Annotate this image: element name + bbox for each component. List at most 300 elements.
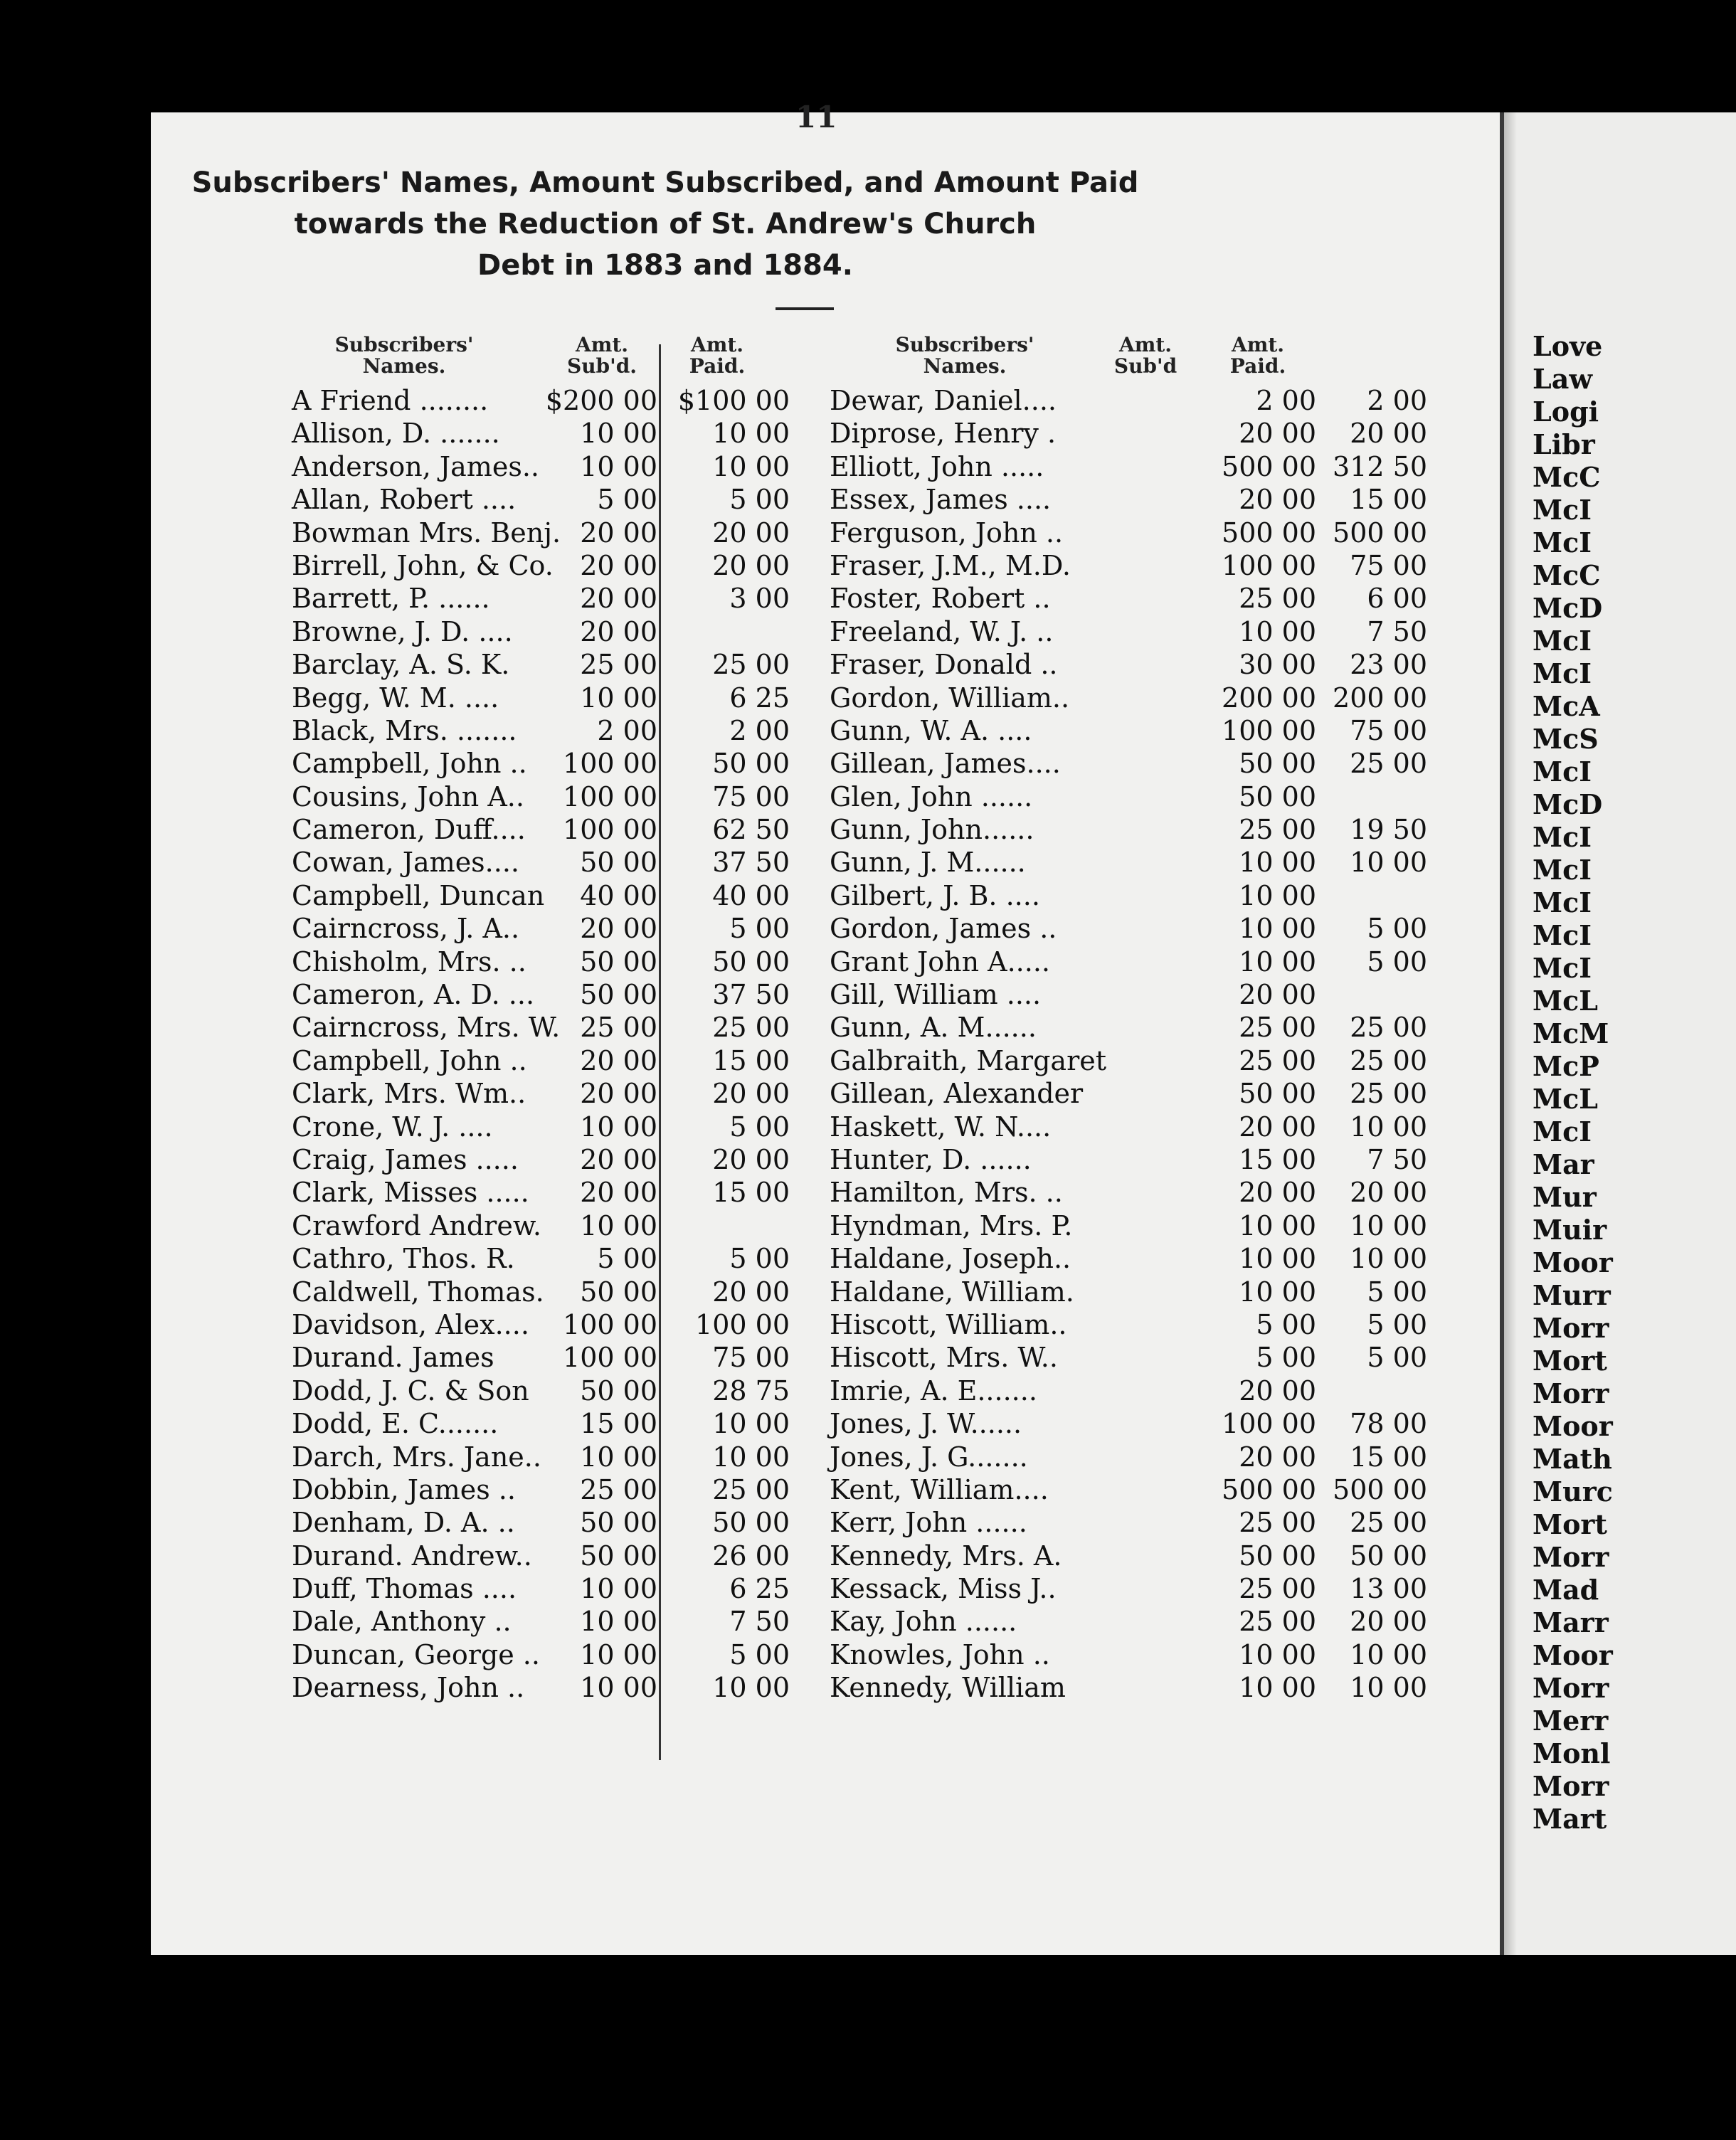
amount-paid: 7 50 [729,1606,790,1638]
subscriber-row [292,747,790,780]
amount-paid: 50 00 [712,748,790,780]
adjacent-name-fragment: McD [1533,592,1603,624]
subscriber-row [830,1441,1427,1473]
amount-subscribed: 25 00 [580,649,657,681]
amount-subscribed: 10 00 [580,1441,657,1473]
subscriber-row [830,682,1427,714]
right-subscriber-list [830,384,1427,1705]
subscriber-name: Darch, Mrs. Jane.. [292,1441,541,1473]
amount-subscribed: 40 00 [580,879,657,911]
amount-subscribed: 20 00 [580,1177,657,1209]
amount-subscribed: 25 00 [1239,583,1316,615]
amount-subscribed: 50 00 [580,945,657,978]
adjacent-name-fragment: McS [1533,723,1599,755]
subscriber-name: Gilbert, J. B. .... [830,879,1040,911]
amount-paid: 25 00 [712,649,790,681]
subscriber-name: Clark, Misses ..... [292,1177,529,1209]
amount-subscribed: 10 00 [580,1111,657,1143]
amount-subscribed: 25 00 [580,1012,657,1044]
subscriber-name: Barrett, P. ...... [292,583,490,615]
subscriber-name: Kerr, John ...... [830,1507,1027,1539]
subscriber-name: Jones, J. W...... [830,1408,1022,1440]
subscriber-name: Bowman Mrs. Benj. [292,517,561,549]
subscriber-name: Clark, Mrs. Wm.. [292,1078,526,1110]
amount-subscribed: 10 00 [1239,615,1316,647]
right-header-names: Subscribers' Names. [895,333,1034,378]
adjacent-name-fragment: Morr [1533,1672,1609,1704]
adjacent-name-fragment: McD [1533,788,1603,820]
subscriber-name: Diprose, Henry . [830,418,1057,450]
subscriber-name: A Friend ........ [292,385,489,416]
subscriber-row [292,549,790,582]
subscriber-row [292,1473,790,1506]
amount-subscribed: 25 00 [580,1473,657,1505]
subscriber-row [292,450,790,483]
subscriber-row [830,483,1427,516]
amount-subscribed: 25 00 [1239,1507,1316,1539]
amount-paid: 6 25 [729,1573,790,1605]
amount-paid: 15 00 [712,1044,790,1076]
subscriber-name: Freeland, W. J. .. [830,615,1054,647]
subscriber-row [292,1407,790,1440]
subscriber-row [292,1242,790,1275]
subscriber-row [830,1308,1427,1341]
subscriber-name: Birrell, John, & Co. [292,549,554,581]
subscriber-name: Ferguson, John .. [830,517,1064,549]
subscriber-row [292,1671,790,1704]
subscriber-row [292,1011,790,1044]
amount-subscribed: 10 00 [580,1209,657,1241]
right-header-subscribed: Amt. Sub'd [1113,333,1177,378]
amount-subscribed: 100 00 [563,814,657,846]
amount-paid: 75 00 [712,1342,790,1374]
subscriber-row [830,582,1427,615]
subscriber-row [292,483,790,516]
subscriber-name: Chisholm, Mrs. .. [292,945,526,978]
amount-subscribed: 10 00 [1239,847,1316,879]
subscriber-name: Hiscott, William.. [830,1308,1067,1340]
amount-subscribed: 200 00 [1222,682,1316,714]
adjacent-name-fragment: McA [1533,690,1600,722]
amount-subscribed: 10 00 [1239,879,1316,911]
amount-paid: 2 00 [729,714,790,746]
amount-subscribed: 500 00 [1222,517,1316,549]
subscriber-row [292,1540,790,1572]
amount-paid: 28 75 [712,1374,790,1407]
amount-subscribed: 50 00 [580,1276,657,1308]
adjacent-name-fragment: McI [1533,919,1592,951]
amount-subscribed: 100 00 [563,1342,657,1374]
amount-subscribed: 100 00 [1222,714,1316,746]
subscriber-name: Elliott, John ..... [830,450,1044,482]
left-header-paid: Amt. Paid. [689,333,746,378]
subscriber-name: Dewar, Daniel.... [830,385,1057,416]
amount-subscribed: 10 00 [580,1606,657,1638]
subscriber-name: Durand. Andrew.. [292,1540,532,1572]
subscriber-row [292,1209,790,1242]
subscriber-name: Jones, J. G....... [830,1441,1028,1473]
amount-paid: 20 00 [1350,418,1427,450]
adjacent-name-fragment: Morr [1533,1770,1609,1802]
amount-paid: 15 00 [1350,484,1427,516]
adjacent-name-fragment: McI [1533,494,1592,526]
subscriber-name: Essex, James .... [830,484,1052,516]
amount-subscribed: 20 00 [1239,979,1316,1011]
amount-subscribed: 25 00 [1239,1573,1316,1605]
amount-paid: 20 00 [1350,1177,1427,1209]
adjacent-name-fragment: Morr [1533,1541,1609,1573]
subscriber-row [830,846,1427,879]
subscriber-row [292,846,790,879]
adjacent-name-fragment: Merr [1533,1705,1609,1737]
subscriber-row [292,582,790,615]
subscriber-row [830,1209,1427,1242]
subscriber-name: Gunn, John...... [830,814,1034,846]
subscriber-row [292,879,790,912]
subscriber-name: Cameron, A. D. ... [292,979,535,1011]
subscriber-name: Imrie, A. E....... [830,1374,1037,1407]
amount-subscribed: 10 00 [1239,1276,1316,1308]
adjacent-name-fragment: Law [1533,363,1593,395]
subscriber-row [292,714,790,747]
amount-paid: 5 00 [729,1111,790,1143]
subscriber-name: Kennedy, William [830,1672,1066,1704]
subscriber-row [292,615,790,648]
subscriber-row [830,813,1427,846]
amount-subscribed: 25 00 [1239,814,1316,846]
subscriber-row [830,1176,1427,1209]
amount-paid: 3 00 [729,583,790,615]
subscriber-row [830,879,1328,912]
subscriber-name: Dale, Anthony .. [292,1606,512,1638]
subscriber-row [292,1341,790,1374]
amount-subscribed: 10 00 [580,1573,657,1605]
amount-subscribed: 20 00 [1239,418,1316,450]
amount-subscribed: $200 00 [545,385,657,416]
subscriber-row [830,1506,1427,1539]
title-line-2: towards the Reduction of St. Andrew's Church [294,208,1037,240]
amount-paid: 500 00 [1333,1473,1427,1505]
amount-paid: 15 00 [1350,1441,1427,1473]
amount-subscribed: 2 00 [597,714,657,746]
adjacent-name-fragment: McL [1533,1083,1598,1115]
subscriber-row [830,1671,1427,1704]
subscriber-row [292,1506,790,1539]
amount-paid: 23 00 [1350,649,1427,681]
amount-subscribed: 500 00 [1222,450,1316,482]
subscriber-row [292,1308,790,1341]
amount-subscribed: 20 00 [580,1078,657,1110]
subscriber-name: Haldane, Joseph.. [830,1243,1071,1275]
subscriber-row [292,417,790,450]
subscriber-name: Gill, William .... [830,979,1042,1011]
subscriber-name: Dobbin, James .. [292,1473,516,1505]
subscriber-name: Cowan, James.... [292,847,519,879]
amount-paid: 13 00 [1350,1573,1427,1605]
amount-subscribed: 50 00 [1239,1540,1316,1572]
subscriber-row [830,1044,1427,1077]
amount-paid: 75 00 [1350,714,1427,746]
adjacent-name-fragment: Mar [1533,1148,1594,1180]
amount-paid: 7 50 [1367,615,1427,647]
subscriber-row [830,945,1427,978]
subscriber-name: Gunn, J. M...... [830,847,1026,879]
subscriber-name: Galbraith, Margaret [830,1044,1106,1076]
adjacent-name-fragment: McI [1533,1116,1592,1148]
amount-paid: 50 00 [1350,1540,1427,1572]
amount-paid: $100 00 [677,385,790,416]
subscriber-row [292,780,790,813]
adjacent-name-fragment: Mort [1533,1345,1607,1377]
amount-subscribed: 500 00 [1222,1473,1316,1505]
adjacent-name-fragment: McI [1533,952,1592,984]
amount-subscribed: 100 00 [1222,549,1316,581]
amount-paid: 20 00 [712,1143,790,1175]
amount-subscribed: 10 00 [1239,1672,1316,1704]
amount-paid: 25 00 [1350,1078,1427,1110]
subscriber-name: Hunter, D. ...... [830,1143,1032,1175]
amount-subscribed: 20 00 [1239,1177,1316,1209]
amount-paid: 5 00 [1367,1308,1427,1340]
amount-subscribed: 100 00 [1222,1408,1316,1440]
amount-paid: 50 00 [712,945,790,978]
subscriber-row [292,1176,790,1209]
adjacent-name-fragment: Mur [1533,1181,1597,1213]
subscriber-row [830,1276,1427,1308]
subscriber-row [292,1638,790,1671]
amount-paid: 5 00 [1367,945,1427,978]
amount-subscribed: 5 00 [597,1243,657,1275]
amount-paid: 75 00 [1350,549,1427,581]
subscriber-row [292,1143,790,1176]
subscriber-name: Dearness, John .. [292,1672,525,1704]
subscriber-name: Black, Mrs. ....... [292,714,517,746]
subscriber-name: Kennedy, Mrs. A. [830,1540,1062,1572]
amount-subscribed: 50 00 [580,847,657,879]
amount-paid: 10 00 [1350,1243,1427,1275]
amount-subscribed: 100 00 [563,1308,657,1340]
adjacent-name-fragment: Monl [1533,1737,1611,1769]
title-rule [776,307,834,310]
amount-subscribed: 5 00 [597,484,657,516]
adjacent-name-fragment: McC [1533,461,1601,493]
subscriber-row [292,978,790,1011]
amount-subscribed: 10 00 [1239,945,1316,978]
subscriber-name: Hamilton, Mrs. .. [830,1177,1063,1209]
amount-subscribed: 20 00 [1239,1111,1316,1143]
subscriber-name: Hiscott, Mrs. W.. [830,1342,1058,1374]
subscriber-row [830,1638,1427,1671]
subscriber-name: Cairncross, J. A.. [292,913,520,945]
adjacent-name-fragment: Moor [1533,1410,1613,1442]
adjacent-name-fragment: McI [1533,657,1592,689]
subscriber-name: Foster, Robert .. [830,583,1051,615]
amount-paid: 25 00 [1350,1044,1427,1076]
subscriber-row [292,1044,790,1077]
subscriber-row [292,1572,790,1605]
adjacent-name-fragment: McI [1533,821,1592,853]
adjacent-name-fragment: Moor [1533,1246,1613,1278]
subscriber-name: Knowles, John .. [830,1638,1050,1670]
amount-subscribed: 20 00 [580,549,657,581]
subscriber-name: Haskett, W. N.... [830,1111,1052,1143]
amount-paid: 20 00 [712,1078,790,1110]
amount-paid: 50 00 [712,1507,790,1539]
subscriber-name: Gordon, William.. [830,682,1070,714]
adjacent-name-fragment: Murc [1533,1476,1613,1508]
amount-subscribed: 30 00 [1239,649,1316,681]
subscriber-name: Gillean, James.... [830,748,1061,780]
page-title [171,162,1160,286]
adjacent-name-fragment: Morr [1533,1377,1609,1409]
subscriber-row [830,450,1427,483]
amount-paid: 312 50 [1333,450,1427,482]
amount-paid: 10 00 [1350,1209,1427,1241]
amount-subscribed: 20 00 [580,1143,657,1175]
subscriber-name: Browne, J. D. .... [292,615,513,647]
subscriber-row [292,1111,790,1143]
amount-subscribed: 50 00 [1239,748,1316,780]
amount-subscribed: 50 00 [580,1540,657,1572]
subscriber-name: Duncan, George .. [292,1638,540,1670]
amount-subscribed: 50 00 [1239,780,1316,812]
subscriber-name: Gunn, W. A. .... [830,714,1032,746]
amount-paid: 25 00 [712,1473,790,1505]
subscriber-name: Cairncross, Mrs. W. [292,1012,561,1044]
subscriber-row [830,1407,1427,1440]
subscriber-row [830,1011,1427,1044]
adjacent-name-fragment: McP [1533,1050,1599,1082]
amount-paid: 10 00 [712,1441,790,1473]
subscriber-row [292,1374,790,1407]
subscriber-name: Kay, John ...... [830,1606,1017,1638]
subscriber-name: Duff, Thomas .... [292,1573,517,1605]
subscriber-name: Fraser, J.M., M.D. [830,549,1071,581]
adjacent-name-fragment: McI [1533,756,1592,788]
adjacent-name-fragment: McM [1533,1017,1609,1049]
adjacent-name-fragment: McI [1533,526,1592,558]
amount-paid: 25 00 [1350,1012,1427,1044]
subscriber-row [292,1276,790,1308]
amount-subscribed: 10 00 [580,1638,657,1670]
amount-paid: 10 00 [1350,1638,1427,1670]
adjacent-name-fragment: Morr [1533,1312,1609,1344]
amount-subscribed: 25 00 [1239,1012,1316,1044]
title-line-3: Debt in 1883 and 1884. [477,249,853,282]
subscriber-name: Durand. James [292,1342,494,1374]
amount-paid: 75 00 [712,780,790,812]
subscriber-name: Campbell, John .. [292,1044,527,1076]
amount-subscribed: 50 00 [580,1507,657,1539]
subscriber-row [830,1572,1427,1605]
subscriber-row [830,615,1427,648]
adjacent-name-fragment: McI [1533,886,1592,918]
amount-subscribed: 15 00 [580,1408,657,1440]
adjacent-name-fragment: Love [1533,330,1603,362]
amount-subscribed: 5 00 [1256,1308,1316,1340]
subscriber-row [292,1077,790,1110]
adjacent-name-fragment: Murr [1533,1279,1611,1311]
amount-subscribed: 20 00 [1239,1374,1316,1407]
amount-subscribed: 5 00 [1256,1342,1316,1374]
subscriber-row [830,978,1328,1011]
right-header-paid: Amt. Paid. [1229,333,1286,378]
amount-paid: 10 00 [712,450,790,482]
left-subscriber-list [292,384,790,1705]
subscriber-row [830,747,1427,780]
amount-paid: 20 00 [712,1276,790,1308]
subscriber-row [292,682,790,714]
amount-subscribed: 10 00 [580,1672,657,1704]
adjacent-name-fragment: Marr [1533,1606,1609,1638]
amount-subscribed: 20 00 [580,1044,657,1076]
subscriber-row [292,384,790,417]
amount-subscribed: 10 00 [1239,1243,1316,1275]
amount-paid: 10 00 [1350,847,1427,879]
amount-paid: 37 50 [712,847,790,879]
subscriber-name: Cathro, Thos. R. [292,1243,515,1275]
amount-subscribed: 10 00 [580,418,657,450]
subscriber-name: Hyndman, Mrs. P. [830,1209,1073,1241]
amount-subscribed: 50 00 [1239,1078,1316,1110]
subscriber-name: Begg, W. M. .... [292,682,499,714]
amount-paid: 5 00 [1367,913,1427,945]
adjacent-name-fragment: Muir [1533,1214,1607,1246]
subscriber-name: Kessack, Miss J.. [830,1573,1057,1605]
subscriber-row [830,384,1427,417]
amount-paid: 5 00 [729,1638,790,1670]
page-number: 11 [795,100,837,134]
subscriber-name: Kent, William.... [830,1473,1049,1505]
amount-paid: 26 00 [712,1540,790,1572]
adjacent-name-fragment: Libr [1533,428,1595,460]
amount-paid: 200 00 [1333,682,1427,714]
subscriber-row [830,1077,1427,1110]
amount-subscribed: 25 00 [1239,1044,1316,1076]
subscriber-name: Cousins, John A.. [292,780,524,812]
amount-paid: 7 50 [1367,1143,1427,1175]
amount-subscribed: 20 00 [580,517,657,549]
amount-subscribed: 10 00 [580,450,657,482]
amount-paid: 78 00 [1350,1408,1427,1440]
subscriber-name: Campbell, John .. [292,748,527,780]
amount-subscribed: 10 00 [580,682,657,714]
adjacent-name-fragment: McC [1533,559,1601,591]
subscriber-row [830,1242,1427,1275]
subscriber-row [292,648,790,681]
subscriber-name: Crone, W. J. .... [292,1111,493,1143]
adjacent-name-fragment: McI [1533,625,1592,657]
amount-subscribed: 20 00 [580,583,657,615]
amount-paid: 500 00 [1333,517,1427,549]
subscriber-name: Barclay, A. S. K. [292,649,510,681]
subscriber-name: Allison, D. ....... [292,418,500,450]
subscriber-name: Campbell, Duncan [292,879,545,911]
subscriber-row [830,549,1427,582]
subscriber-name: Dodd, J. C. & Son [292,1374,529,1407]
subscriber-row [830,1341,1427,1374]
subscriber-name: Allan, Robert .... [292,484,517,516]
subscriber-row [830,1111,1427,1143]
amount-paid: 19 50 [1350,814,1427,846]
subscriber-name: Grant John A..... [830,945,1050,978]
subscriber-name: Anderson, James.. [292,450,539,482]
subscriber-row [830,1143,1427,1176]
amount-paid: 5 00 [1367,1342,1427,1374]
subscriber-name: Gunn, A. M...... [830,1012,1037,1044]
subscriber-row [292,1441,790,1473]
adjacent-name-fragment: Moor [1533,1639,1613,1671]
